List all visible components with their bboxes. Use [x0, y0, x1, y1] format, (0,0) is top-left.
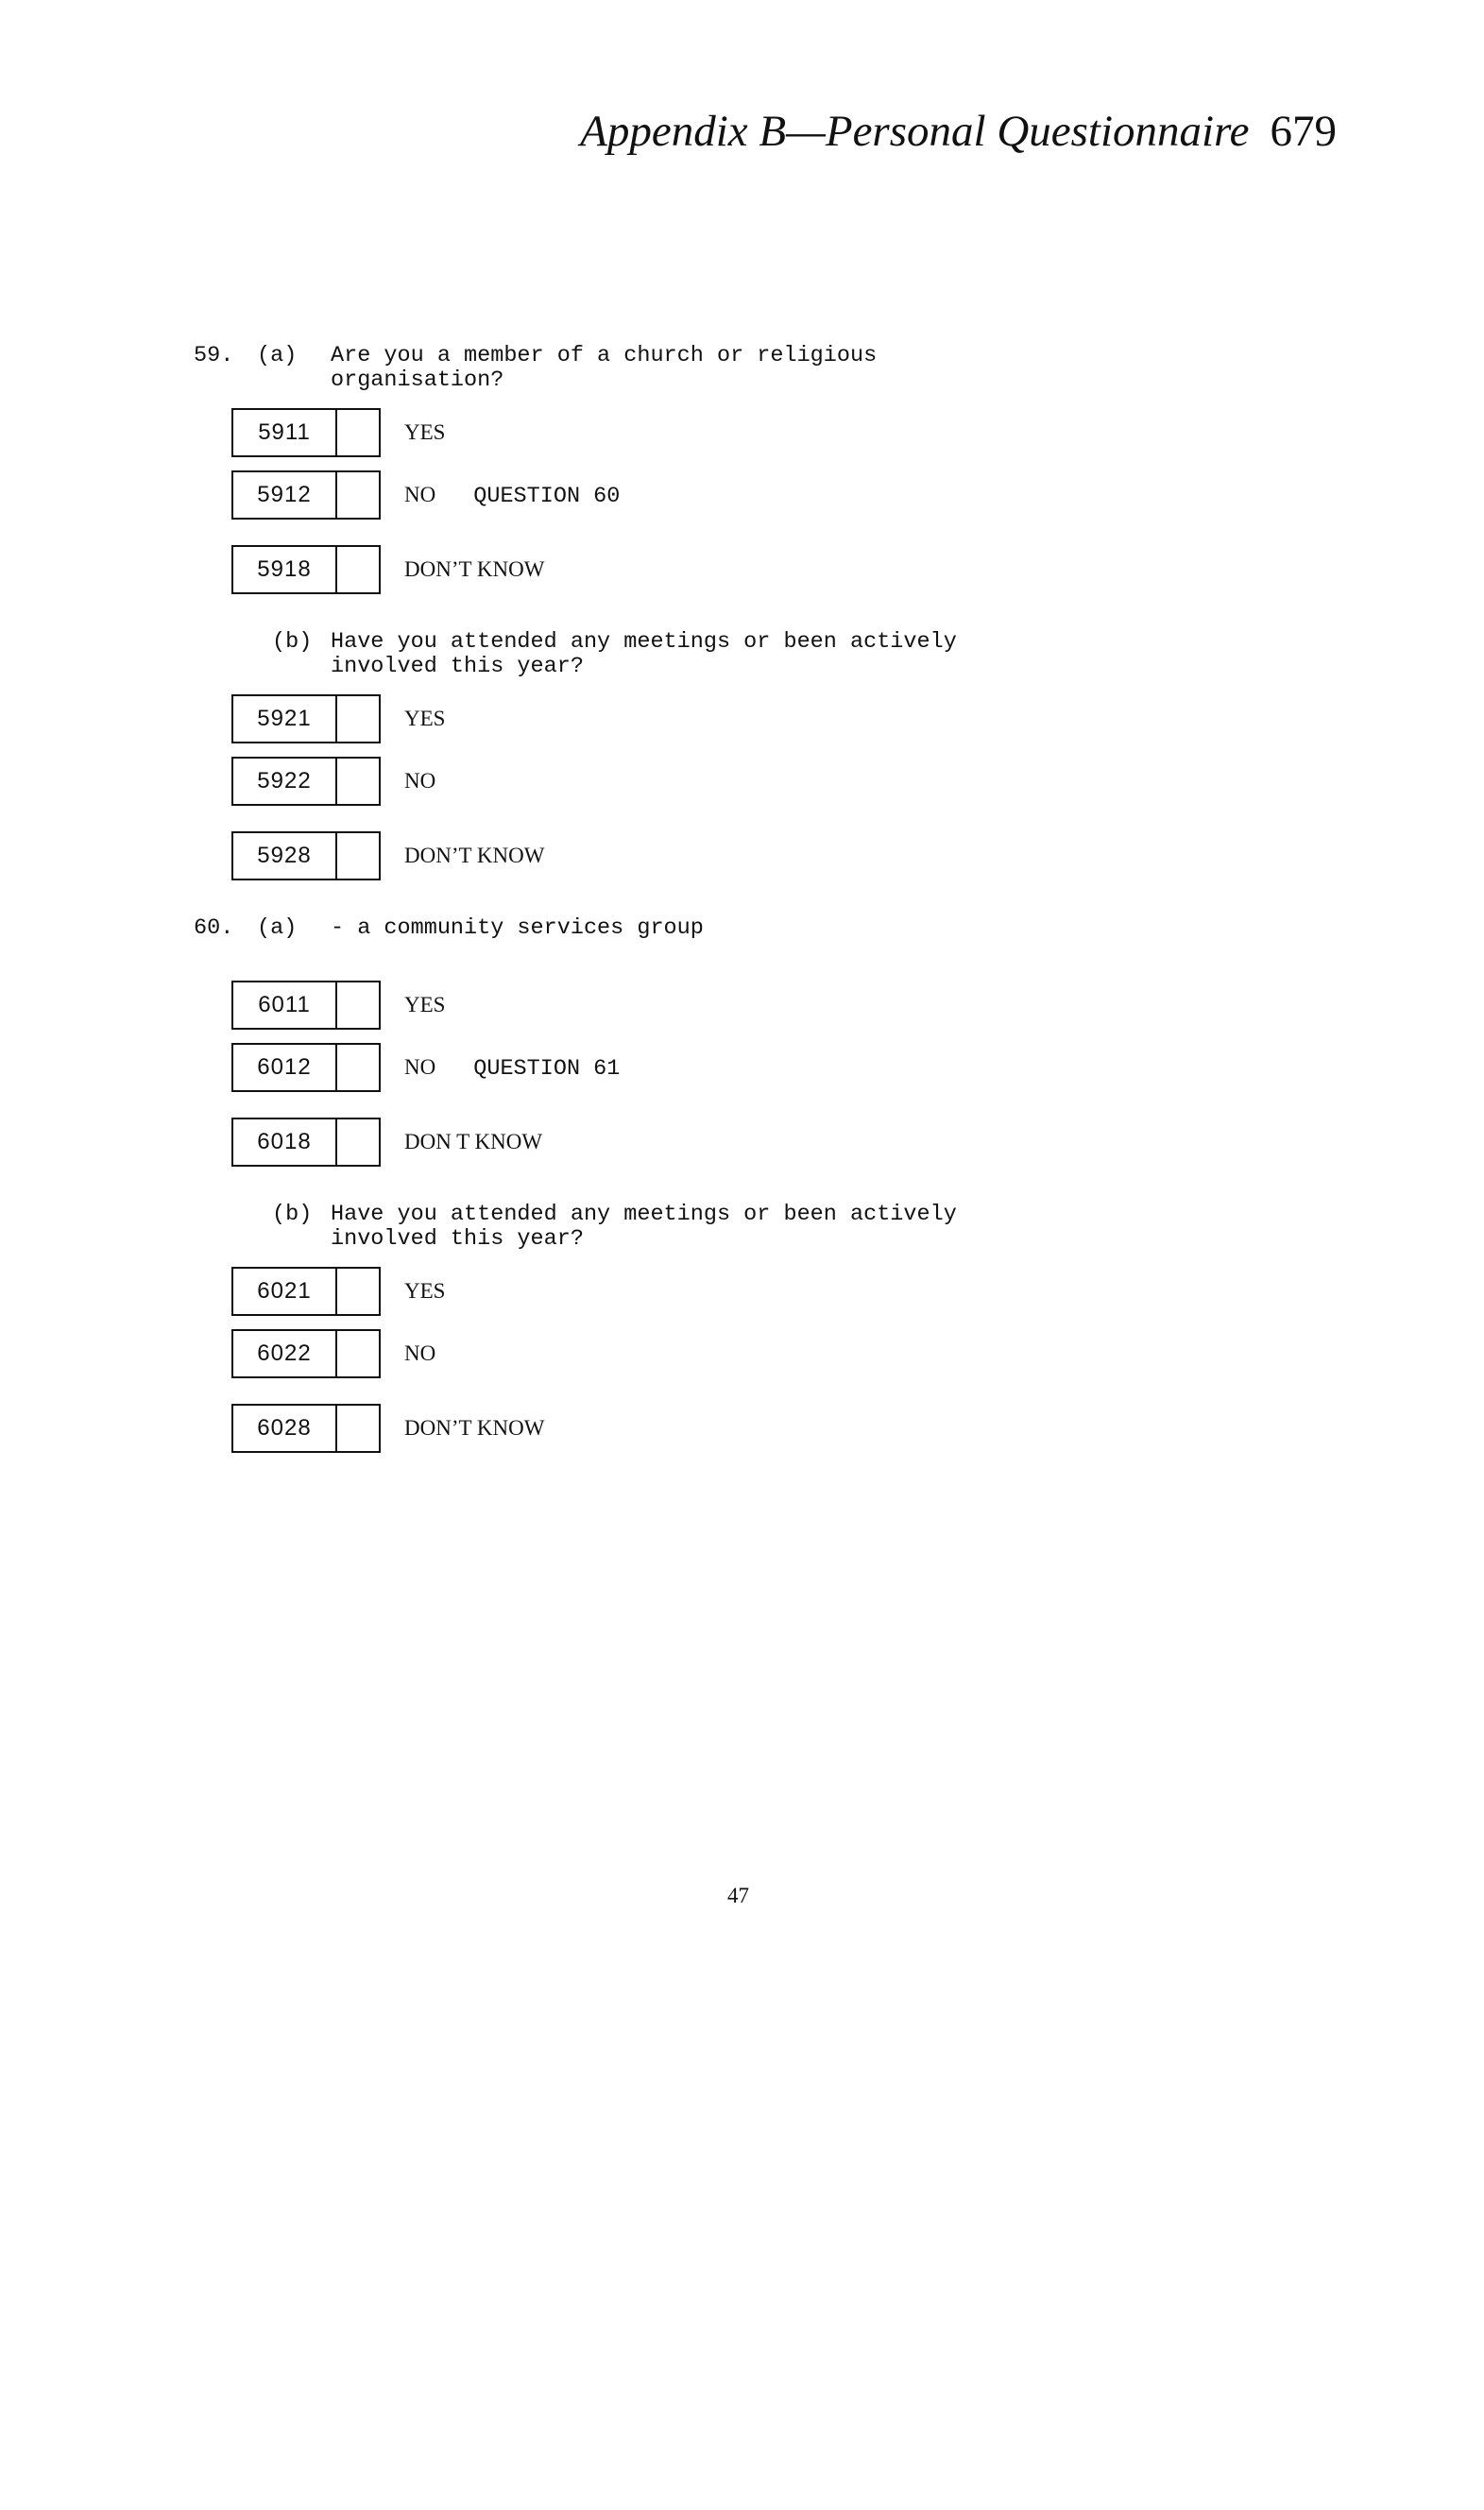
code-box: 6018 [231, 1118, 337, 1167]
option-label-text: NO [404, 1055, 436, 1079]
option-label: NO [404, 1341, 436, 1365]
answer-checkbox[interactable] [335, 1329, 381, 1378]
answer-checkbox[interactable] [335, 1267, 381, 1316]
q60b-text-line1: Have you attended any meetings or been actively [331, 1202, 957, 1227]
answer-checkbox[interactable] [335, 408, 381, 457]
option-label [404, 483, 620, 509]
code-box: 6011 [231, 981, 337, 1030]
q60b-text-line2: involved this year? [331, 1226, 584, 1252]
code-box: 6028 [231, 1404, 337, 1453]
code-box: 5921 [231, 694, 337, 743]
option-label: YES [404, 1279, 446, 1303]
running-header [580, 106, 1337, 157]
q59b-text-line2: involved this year? [331, 654, 584, 679]
answer-checkbox[interactable] [335, 1118, 381, 1167]
answer-checkbox[interactable] [335, 831, 381, 880]
option-label: NO [404, 769, 436, 793]
option-label: YES [404, 707, 446, 730]
q60a-label: (a) [257, 915, 298, 941]
answer-checkbox[interactable] [335, 694, 381, 743]
option-label [404, 1055, 620, 1082]
option-label: YES [404, 420, 446, 444]
option-label: DON’T KNOW [404, 557, 545, 581]
answer-checkbox[interactable] [335, 545, 381, 594]
option-label: DON’T KNOW [404, 844, 545, 867]
form-page-number: 47 [727, 1884, 749, 1907]
code-box: 5918 [231, 545, 337, 594]
answer-checkbox[interactable] [335, 757, 381, 806]
skip-instruction: QUESTION 61 [473, 1056, 621, 1082]
book-page-number: 679 [1270, 107, 1337, 156]
q60-number: 60. [194, 915, 234, 941]
header-title: Appendix B—Personal Questionnaire [580, 107, 1250, 156]
q59a-text-line2: organisation? [331, 367, 504, 393]
q59b-text-line1: Have you attended any meetings or been actively [331, 629, 957, 655]
code-box: 5911 [231, 408, 337, 457]
option-label: DON’T KNOW [404, 1416, 545, 1440]
q59b-label: (b) [272, 629, 313, 655]
code-box: 6012 [231, 1043, 337, 1092]
answer-checkbox[interactable] [335, 981, 381, 1030]
code-box: 5912 [231, 470, 337, 520]
q59a-text-line1: Are you a member of a church or religious [331, 343, 878, 368]
answer-checkbox[interactable] [335, 470, 381, 520]
q59-number: 59. [194, 343, 234, 368]
q59a-label: (a) [257, 343, 298, 368]
answer-checkbox[interactable] [335, 1404, 381, 1453]
q60b-label: (b) [272, 1202, 313, 1227]
answer-checkbox[interactable] [335, 1043, 381, 1092]
skip-instruction: QUESTION 60 [473, 484, 621, 509]
code-box: 5922 [231, 757, 337, 806]
q60a-text-line1: - a community services group [331, 915, 704, 941]
option-label: YES [404, 993, 446, 1016]
code-box: 6022 [231, 1329, 337, 1378]
option-label-text: NO [404, 483, 436, 506]
code-box: 6021 [231, 1267, 337, 1316]
code-box: 5928 [231, 831, 337, 880]
option-label: DON T KNOW [404, 1130, 543, 1153]
